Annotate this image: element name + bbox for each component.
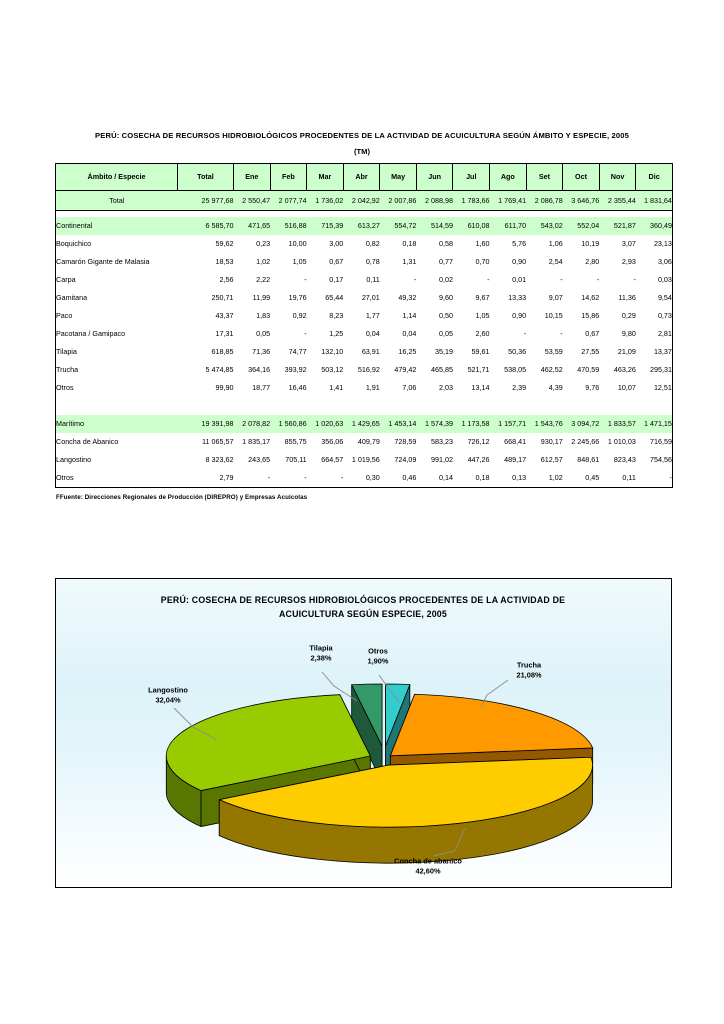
value-cell: 1,91	[343, 379, 380, 397]
value-cell: 0,29	[599, 307, 636, 325]
value-cell: 0,82	[343, 235, 380, 253]
table-row	[56, 271, 673, 289]
slice-label-pct: 1,90%	[367, 657, 389, 666]
value-cell: 11,99	[234, 289, 271, 307]
value-cell: -	[526, 325, 563, 343]
value-cell: 10,07	[599, 379, 636, 397]
value-cell: 0,05	[234, 325, 271, 343]
value-cell: 0,67	[563, 325, 600, 343]
value-cell: 10,15	[526, 307, 563, 325]
value-cell: 71,36	[234, 343, 271, 361]
value-cell: 243,65	[234, 451, 271, 469]
slice-label	[368, 647, 389, 668]
table-row	[56, 469, 673, 488]
value-cell: 479,42	[380, 361, 417, 379]
row-label: Gamitana	[56, 289, 178, 307]
value-cell: 521,87	[599, 217, 636, 235]
value-cell: 930,17	[526, 433, 563, 451]
value-cell: 59,61	[453, 343, 490, 361]
value-cell: 23,13	[636, 235, 673, 253]
value-cell: 13,33	[490, 289, 527, 307]
value-cell: 462,52	[526, 361, 563, 379]
value-cell: -	[599, 271, 636, 289]
column-header: Abr	[343, 164, 380, 191]
value-cell: 1,02	[526, 469, 563, 488]
value-cell: -	[270, 325, 307, 343]
table-spacer-row	[56, 397, 673, 415]
value-cell: 0,77	[416, 253, 453, 271]
table-row	[56, 235, 673, 253]
value-cell: 2 245,66	[563, 433, 600, 451]
value-cell: 0,18	[380, 235, 417, 253]
value-cell: 1 010,03	[599, 433, 636, 451]
value-cell: 0,04	[380, 325, 417, 343]
value-cell: 2,80	[563, 253, 600, 271]
value-cell: 2 355,44	[599, 191, 636, 211]
value-cell: 9,07	[526, 289, 563, 307]
value-cell: 356,06	[307, 433, 344, 451]
value-cell: -	[563, 271, 600, 289]
pie-chart-svg	[56, 579, 671, 887]
value-cell: 1,25	[307, 325, 344, 343]
value-cell: 18,53	[178, 253, 234, 271]
slice-label	[309, 644, 332, 665]
value-cell: 12,51	[636, 379, 673, 397]
table-row	[56, 217, 673, 235]
column-header: Total	[178, 164, 234, 191]
value-cell: -	[307, 469, 344, 488]
value-cell: 0,67	[307, 253, 344, 271]
value-cell: 9,80	[599, 325, 636, 343]
value-cell: 855,75	[270, 433, 307, 451]
value-cell: 1 783,66	[453, 191, 490, 211]
row-label: Concha de Abanico	[56, 433, 178, 451]
value-cell: 1,05	[453, 307, 490, 325]
column-header: Feb	[270, 164, 307, 191]
value-cell: 1,05	[270, 253, 307, 271]
row-label: Boquichico	[56, 235, 178, 253]
value-cell: 7,06	[380, 379, 417, 397]
value-cell: 49,32	[380, 289, 417, 307]
slice-label-pct: 21,08%	[516, 671, 542, 680]
value-cell: -	[380, 271, 417, 289]
slice-label-name: Tilapia	[309, 643, 333, 653]
value-cell: 0,46	[380, 469, 417, 488]
value-cell: 43,37	[178, 307, 234, 325]
row-label: Carpa	[56, 271, 178, 289]
value-cell: 2,79	[178, 469, 234, 488]
value-cell: 0,02	[416, 271, 453, 289]
value-cell: 823,43	[599, 451, 636, 469]
column-header: Ámbito / Especie	[56, 164, 178, 191]
value-cell: 1 736,02	[307, 191, 344, 211]
value-cell: 1,83	[234, 307, 271, 325]
value-cell: 552,04	[563, 217, 600, 235]
table-row	[56, 415, 673, 433]
value-cell: 1 429,65	[343, 415, 380, 433]
table-row	[56, 343, 673, 361]
value-cell: 0,50	[416, 307, 453, 325]
value-cell: 15,86	[563, 307, 600, 325]
value-cell: 99,90	[178, 379, 234, 397]
value-cell: 0,78	[343, 253, 380, 271]
table-row	[56, 451, 673, 469]
value-cell: 1 835,17	[234, 433, 271, 451]
value-cell: 2,03	[416, 379, 453, 397]
table-title: PERÚ: COSECHA DE RECURSOS HIDROBIOLÓGICOS PROCEDENTES DE LA ACTIVIDAD DE ACUICULTURA SEGÚN ÁMBITO Y ESPECIE, 2005	[95, 131, 629, 140]
value-cell: 8 323,62	[178, 451, 234, 469]
value-cell: 65,44	[307, 289, 344, 307]
value-cell: 610,08	[453, 217, 490, 235]
value-cell: 447,26	[453, 451, 490, 469]
value-cell: -	[636, 469, 673, 488]
value-cell: 1 157,71	[490, 415, 527, 433]
row-label: Total	[56, 191, 178, 211]
value-cell: 1,02	[234, 253, 271, 271]
row-label: Paco	[56, 307, 178, 325]
value-cell: 4,39	[526, 379, 563, 397]
value-cell: 0,11	[343, 271, 380, 289]
value-cell: 0,05	[416, 325, 453, 343]
value-cell: 1 173,58	[453, 415, 490, 433]
value-cell: 11,36	[599, 289, 636, 307]
slice-label-pct: 2,38%	[310, 654, 332, 663]
row-label: Otros	[56, 379, 178, 397]
table-row	[56, 307, 673, 325]
value-cell: 516,88	[270, 217, 307, 235]
value-cell: 3,07	[599, 235, 636, 253]
table-row	[56, 361, 673, 379]
value-cell: 1,60	[453, 235, 490, 253]
table-unit-label: (TM)	[353, 147, 371, 156]
row-label: Trucha	[56, 361, 178, 379]
value-cell: 11 065,57	[178, 433, 234, 451]
value-cell: -	[270, 469, 307, 488]
value-cell: 1 453,14	[380, 415, 417, 433]
value-cell: 726,12	[453, 433, 490, 451]
value-cell: 2 088,98	[416, 191, 453, 211]
value-cell: 489,17	[490, 451, 527, 469]
value-cell: 0,92	[270, 307, 307, 325]
value-cell: 360,49	[636, 217, 673, 235]
column-header: May	[380, 164, 417, 191]
value-cell: 2 042,92	[343, 191, 380, 211]
value-cell: 1,31	[380, 253, 417, 271]
value-cell: 716,59	[636, 433, 673, 451]
value-cell: 2,56	[178, 271, 234, 289]
value-cell: 0,90	[490, 307, 527, 325]
value-cell: 9,54	[636, 289, 673, 307]
value-cell: 611,70	[490, 217, 527, 235]
value-cell: 409,79	[343, 433, 380, 451]
value-cell: 19,76	[270, 289, 307, 307]
value-cell: 3 094,72	[563, 415, 600, 433]
value-cell: 295,31	[636, 361, 673, 379]
value-cell: 2,93	[599, 253, 636, 271]
row-label: Tilapia	[56, 343, 178, 361]
value-cell: 10,00	[270, 235, 307, 253]
value-cell: 13,37	[636, 343, 673, 361]
value-cell: 53,59	[526, 343, 563, 361]
column-header: Nov	[599, 164, 636, 191]
chart-panel	[55, 578, 672, 888]
value-cell: 0,23	[234, 235, 271, 253]
value-cell: 2 086,78	[526, 191, 563, 211]
value-cell: 63,91	[343, 343, 380, 361]
value-cell: 0,17	[307, 271, 344, 289]
pie-slice	[390, 694, 592, 756]
value-cell: 9,67	[453, 289, 490, 307]
value-cell: 27,55	[563, 343, 600, 361]
value-cell: 3,06	[636, 253, 673, 271]
value-cell: 0,13	[490, 469, 527, 488]
value-cell: 754,56	[636, 451, 673, 469]
value-cell: 5 474,85	[178, 361, 234, 379]
value-cell: 612,57	[526, 451, 563, 469]
value-cell: 21,09	[599, 343, 636, 361]
value-cell: 9,60	[416, 289, 453, 307]
value-cell: 3 646,76	[563, 191, 600, 211]
spacer-cell	[56, 397, 673, 415]
value-cell: -	[234, 469, 271, 488]
slice-label	[394, 857, 462, 878]
value-cell: 521,71	[453, 361, 490, 379]
value-cell: 618,85	[178, 343, 234, 361]
value-cell: 2,81	[636, 325, 673, 343]
slice-label	[516, 661, 541, 682]
value-cell: 0,30	[343, 469, 380, 488]
row-label: Camarón Gigante de Malasia	[56, 253, 178, 271]
value-cell: 514,59	[416, 217, 453, 235]
value-cell: 2,22	[234, 271, 271, 289]
column-header: Jul	[453, 164, 490, 191]
table-row	[56, 253, 673, 271]
value-cell: 74,77	[270, 343, 307, 361]
table-header-row	[56, 164, 673, 191]
value-cell: 2 078,82	[234, 415, 271, 433]
value-cell: 470,59	[563, 361, 600, 379]
table-row	[56, 325, 673, 343]
row-label: Marítimo	[56, 415, 178, 433]
value-cell: 0,73	[636, 307, 673, 325]
table-row	[56, 289, 673, 307]
value-cell: 463,26	[599, 361, 636, 379]
value-cell: 2,60	[453, 325, 490, 343]
value-cell: 715,39	[307, 217, 344, 235]
value-cell: -	[490, 325, 527, 343]
value-cell: 848,61	[563, 451, 600, 469]
slice-label-pct: 42,60%	[415, 867, 441, 876]
value-cell: 1 020,63	[307, 415, 344, 433]
value-cell: 991,02	[416, 451, 453, 469]
value-cell: 1 574,39	[416, 415, 453, 433]
value-cell: 14,62	[563, 289, 600, 307]
value-cell: 132,10	[307, 343, 344, 361]
column-header: Oct	[563, 164, 600, 191]
value-cell: 728,59	[380, 433, 417, 451]
column-header: Dic	[636, 164, 673, 191]
table-row	[56, 433, 673, 451]
value-cell: 1 471,15	[636, 415, 673, 433]
value-cell: 1,14	[380, 307, 417, 325]
value-cell: 465,85	[416, 361, 453, 379]
value-cell: 0,04	[343, 325, 380, 343]
value-cell: -	[453, 271, 490, 289]
column-header: Ene	[234, 164, 271, 191]
value-cell: 17,31	[178, 325, 234, 343]
chart-title: PERÚ: COSECHA DE RECURSOS HIDROBIOLÓGICOS PROCEDENTES DE LA ACTIVIDAD DE ACUICULTURA SEGÚN ESPECIE, 2005	[160, 595, 566, 619]
value-cell: 393,92	[270, 361, 307, 379]
value-cell: 724,09	[380, 451, 417, 469]
value-cell: 0,01	[490, 271, 527, 289]
value-cell: 2 077,74	[270, 191, 307, 211]
value-cell: 705,11	[270, 451, 307, 469]
value-cell: 1 769,41	[490, 191, 527, 211]
value-cell: 19 391,98	[178, 415, 234, 433]
value-cell: -	[526, 271, 563, 289]
table-row	[56, 191, 673, 211]
value-cell: 0,90	[490, 253, 527, 271]
value-cell: 1,06	[526, 235, 563, 253]
value-cell: 543,02	[526, 217, 563, 235]
value-cell: 0,45	[563, 469, 600, 488]
value-cell: 2,39	[490, 379, 527, 397]
row-label: Otros	[56, 469, 178, 488]
value-cell: 25 977,68	[178, 191, 234, 211]
value-cell: 5,76	[490, 235, 527, 253]
value-cell: 583,23	[416, 433, 453, 451]
value-cell: 8,23	[307, 307, 344, 325]
value-cell: 9,76	[563, 379, 600, 397]
value-cell: -	[270, 271, 307, 289]
value-cell: 538,05	[490, 361, 527, 379]
slice-label-name: Otros	[368, 646, 388, 656]
source-note: FFuente: Direcciones Regionales de Producción (DIREPRO) y Empresas Acuícolas	[56, 494, 308, 501]
value-cell: 10,19	[563, 235, 600, 253]
value-cell: 0,14	[416, 469, 453, 488]
value-cell: 2 007,86	[380, 191, 417, 211]
value-cell: 2 550,47	[234, 191, 271, 211]
value-cell: 503,12	[307, 361, 344, 379]
value-cell: 1,41	[307, 379, 344, 397]
row-label: Langostino	[56, 451, 178, 469]
slice-label-name: Concha de abanico	[394, 856, 462, 866]
value-cell: 1 833,57	[599, 415, 636, 433]
value-cell: 1 019,56	[343, 451, 380, 469]
value-cell: 516,92	[343, 361, 380, 379]
value-cell: 0,18	[453, 469, 490, 488]
value-cell: 50,36	[490, 343, 527, 361]
value-cell: 1 543,76	[526, 415, 563, 433]
harvest-table	[55, 163, 673, 488]
table-row	[56, 379, 673, 397]
value-cell: 35,19	[416, 343, 453, 361]
slice-label	[148, 686, 188, 707]
value-cell: 471,65	[234, 217, 271, 235]
value-cell: 668,41	[490, 433, 527, 451]
value-cell: 0,11	[599, 469, 636, 488]
slice-label-pct: 32,04%	[155, 696, 181, 705]
value-cell: 0,03	[636, 271, 673, 289]
value-cell: 18,77	[234, 379, 271, 397]
value-cell: 613,27	[343, 217, 380, 235]
value-cell: 664,57	[307, 451, 344, 469]
slice-label-name: Langostino	[148, 685, 188, 695]
value-cell: 13,14	[453, 379, 490, 397]
column-header: Set	[526, 164, 563, 191]
column-header: Mar	[307, 164, 344, 191]
value-cell: 16,46	[270, 379, 307, 397]
slice-label-name: Trucha	[516, 660, 542, 670]
value-cell: 27,01	[343, 289, 380, 307]
value-cell: 1 831,64	[636, 191, 673, 211]
value-cell: 1,77	[343, 307, 380, 325]
value-cell: 16,25	[380, 343, 417, 361]
value-cell: 1 560,86	[270, 415, 307, 433]
value-cell: 6 585,70	[178, 217, 234, 235]
row-label: Pacotana / Gamipaco	[56, 325, 178, 343]
column-header: Jun	[416, 164, 453, 191]
value-cell: 554,72	[380, 217, 417, 235]
value-cell: 0,70	[453, 253, 490, 271]
value-cell: 364,16	[234, 361, 271, 379]
column-header: Ago	[490, 164, 527, 191]
value-cell: 250,71	[178, 289, 234, 307]
row-label: Continental	[56, 217, 178, 235]
value-cell: 59,62	[178, 235, 234, 253]
value-cell: 0,58	[416, 235, 453, 253]
value-cell: 3,00	[307, 235, 344, 253]
value-cell: 2,54	[526, 253, 563, 271]
